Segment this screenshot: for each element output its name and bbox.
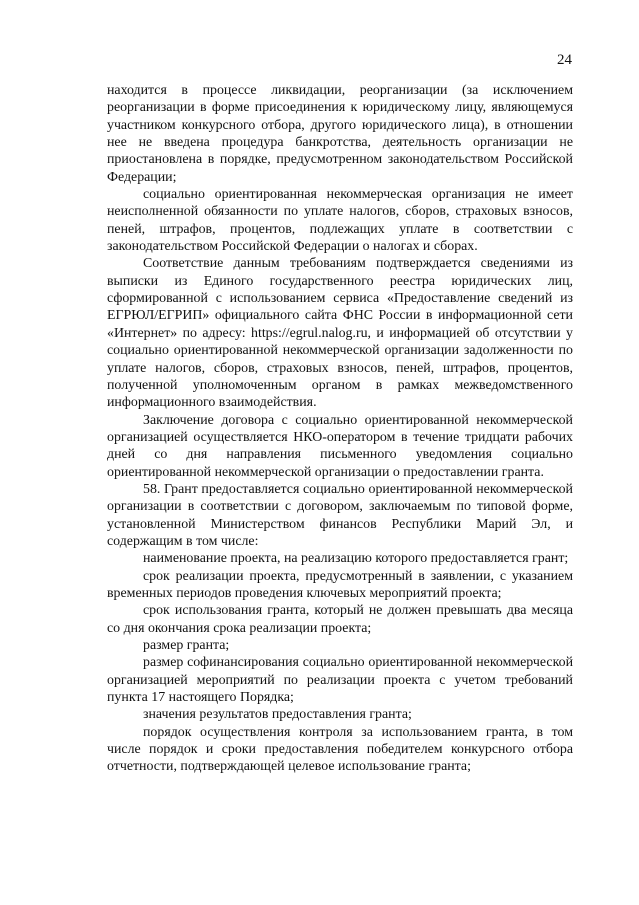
paragraph-contract-conclusion: Заключение договора с социально ориентированной некоммерческой организацией осуществляется НКО-оператором в течение тридцати рабочих дней со дня направления письменного уведомления социально ориентированной некоммерческой организации о предоставлении гранта. [107, 412, 573, 480]
list-item-grant-usage-term: срок использования гранта, который не должен превышать два месяца со дня окончания срока реализации проекта; [107, 603, 573, 636]
page-number: 24 [557, 52, 572, 68]
list-item-cofinancing: размер софинансирования социально ориентированной некоммерческой организацией мероприятий по реализации проекта с учетом требований пункта 17 настоящего Порядка; [107, 655, 573, 706]
list-item-grant-amount: размер гранта; [143, 638, 230, 653]
list-item-control-procedure: порядок осуществления контроля за использованием гранта, в том числе порядок и сроки предоставления победителем конкурсного отбора отчетности, подтверждающей целевое использование гранта; [107, 724, 573, 775]
paragraph-liquidation-status: находится в процессе ликвидации, реорганизации (за исключением реорганизации в форме присоединения к юридическому лицу, являющемуся участником конкурсного отбора, другого юридического лица), в отношении нее не введена процедура банкротства, деятельность организации не приостановлена в порядке, предусмотренном законодательством Российской Федерации; [107, 83, 573, 185]
list-item-result-values: значения результатов предоставления гранта; [143, 707, 412, 723]
document-body [107, 82, 573, 776]
paragraph-tax-obligations: социально ориентированная некоммерческая организация не имеет неисполненной обязанности по уплате налогов, сборов, страховых взносов, пеней, штрафов, процентов, подлежащих уплате в соответствии с законодательством Российской Федерации о налогах и сборах. [107, 187, 573, 255]
list-item-project-term: срок реализации проекта, предусмотренный в заявлении, с указанием временных периодов проведения ключевых мероприятий проекта; [107, 568, 573, 601]
list-item-project-name: наименование проекта, на реализацию которого предоставляется грант; [143, 551, 569, 567]
paragraph-clause-58: 58. Грант предоставляется социально ориентированной некоммерческой организации в соответствии с договором, заключаемым по типовой форме, установленной Министерством финансов Республики Марий Эл, и содержащим в том числе: [107, 481, 573, 549]
paragraph-compliance-confirmation: Соответствие данным требованиям подтверждается сведениями из выписки из Единого государственного реестра юридических лиц, сформированной с использованием сервиса «Предоставление сведений из ЕГРЮЛ/ЕГРИП» официального сайта ФНС России в информационной сети «Интернет» по адресу: https://egrul.nalog.ru, и информацией об отсутствии у социально ориентированной некоммерческой организации задолженности по уплате налогов, сборов, страховых взносов, пеней, штрафов, процентов, полученной уполномоченным органом в рамках межведомственного информационного взаимодействия. [107, 256, 573, 411]
